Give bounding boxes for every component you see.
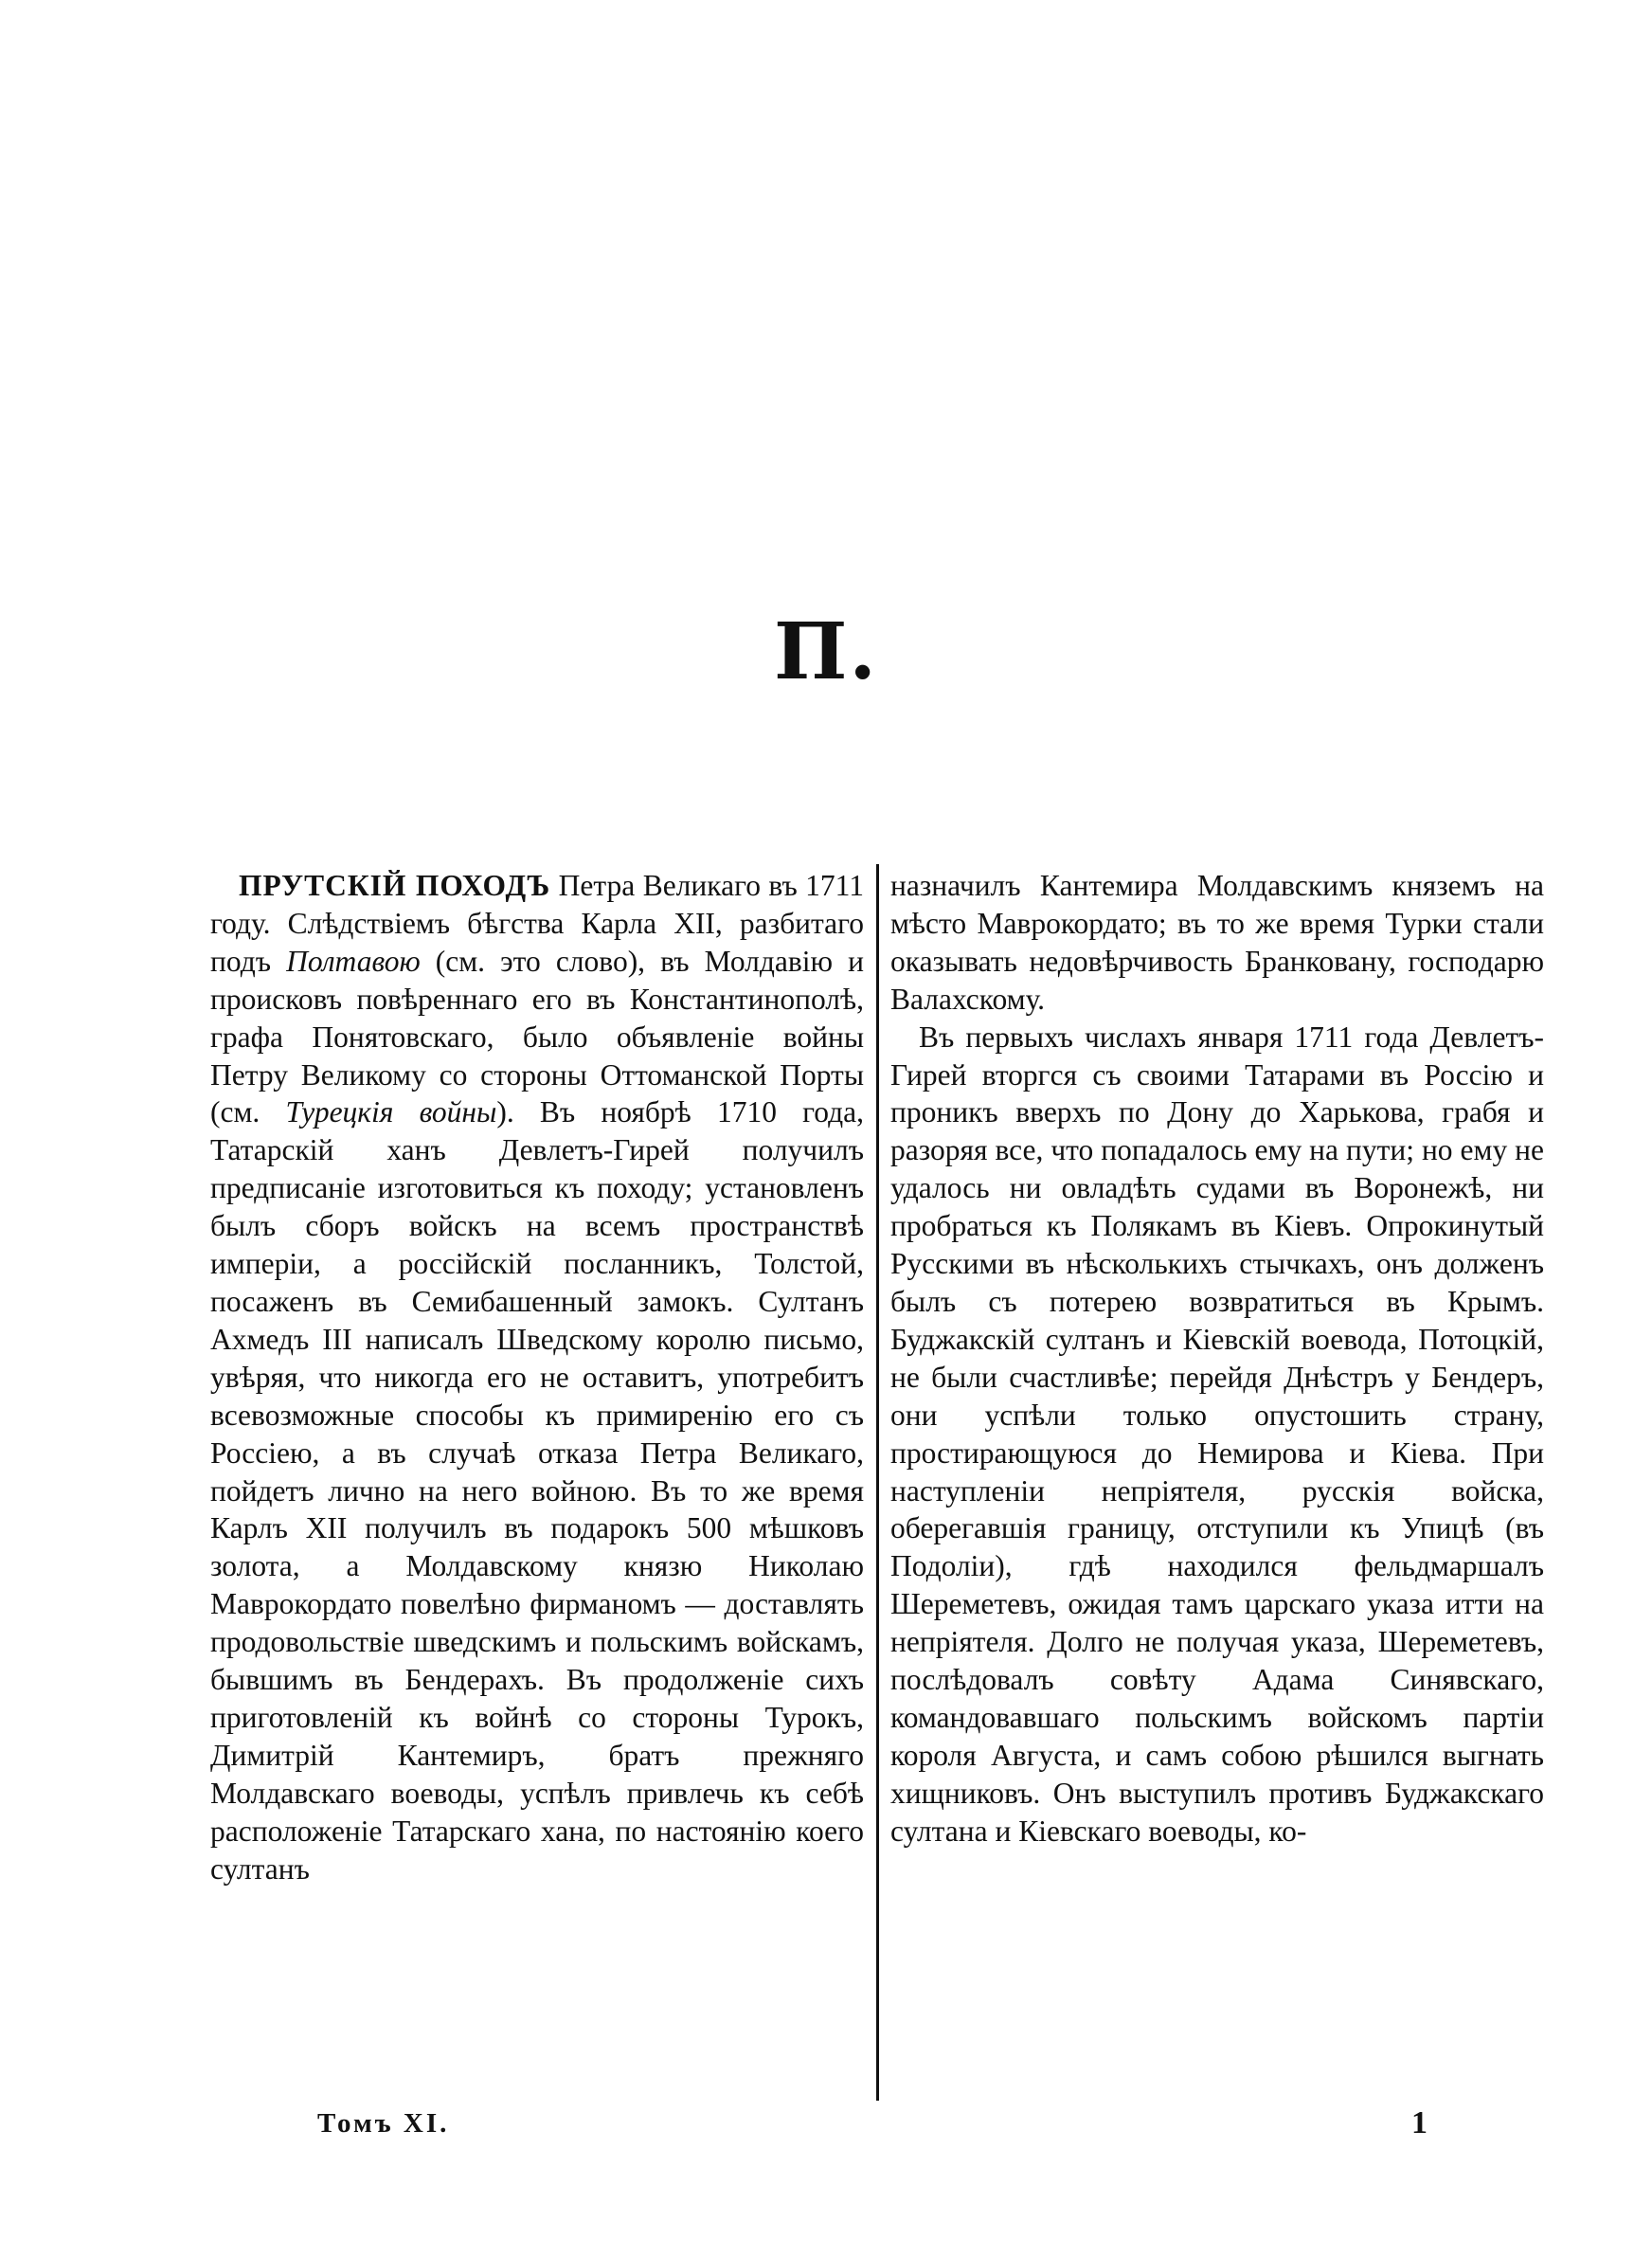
footer-volume: Томъ XI. (317, 2108, 450, 2139)
column-divider (876, 864, 879, 2101)
left-text-c: (см. это слово), въ Молдавію и происковъ повѣреннаго его въ Константинополѣ, графа Понятовскаго, было объявленіе войны Петру Великому со стороны Оттоманской Порты (см. (210, 944, 864, 1129)
entry-heading: ПРУТСКІЙ ПОХОДЪ (239, 869, 551, 902)
left-paragraph (210, 867, 864, 1887)
left-text-a: Петра Великаго въ 1711 году. Слѣдствіемъ бѣгства Карла XII, разбитаго подъ (210, 869, 864, 978)
right-paragraph-2: Въ первыхъ числахъ января 1711 года Девлетъ-Гирей вторгся съ своими Татарами въ Россію и проникъ вверхъ по Дону до Харькова, грабя и разоряя все, что попадалось ему на пути; но ему не удалось ни овладѣть судами въ Воронежѣ, ни пробраться къ Полякамъ въ Кіевъ. Опрокинутый Русскими въ нѣсколькихъ стычкахъ, онъ долженъ былъ съ потерею возвратиться въ Крымъ. Буджакскій султанъ и Кіевскій воевода, Потоцкій, не были счастливѣе; перейдя Днѣстръ у Бендеръ, они успѣли только опустошить страну, простирающуюся до Немирова и Кіева. При наступленіи непріятеля, русскія войска, оберегавшія границу, отступили къ Упицѣ (въ Подоліи), гдѣ находился фельдмаршалъ Шереметевъ, ожидая тамъ царскаго указа итти на непріятеля. Долго не получая указа, Шереметевъ, послѣдовалъ совѣту Адама Синявскаго, командовавшаго польскимъ войскомъ партіи короля Августа, и самъ собою рѣшился выгнать хищниковъ. Онъ выступилъ противъ Буджакскаго султана и Кіевскаго воеводы, ко- (890, 1020, 1544, 1848)
left-column (210, 867, 864, 2099)
left-text-poltava: Полтавою (286, 944, 421, 978)
right-paragraph-1: назначилъ Кантемира Молдавскимъ княземъ на мѣсто Маврокордато; въ то же время Турки стали оказывать недовѣрчивость Бранковану, господарю Валахскому. (890, 869, 1544, 1016)
page-number: 1 (1411, 2105, 1428, 2140)
left-text-e: ). Въ ноябрѣ 1710 года, Татарскій ханъ Девлетъ-Гирей получилъ предписаніе изготовиться къ походу; установленъ былъ сборъ войскъ на всемъ пространствѣ имперіи, а россійскій посланникъ, Толстой, посаженъ въ Семибашенный замокъ. Султанъ Ахмедъ III написалъ Шведскому королю письмо, увѣряя, что никогда его не оставитъ, употребитъ всевозможные способы къ примиренію его съ Россіею, а въ случаѣ отказа Петра Великаго, пойдетъ лично на него войною. Въ то же время Карлъ XII получилъ въ подарокъ 500 мѣшковъ золота, а Молдавскому князю Николаю Маврокордато повелѣно фирманомъ — доставлять продовольствіе шведскимъ и польскимъ войскамъ, бывшимъ въ Бендерахъ. Въ продолженіе сихъ приготовленій къ войнѣ со стороны Турокъ, Димитрій Кантемиръ, братъ прежняго Молдавскаго воеводы, успѣлъ привлечь къ себѣ расположеніе Татарскаго хана, по настоянію коего султанъ (210, 1095, 864, 1886)
left-text-turkish-wars: Турецкія войны (285, 1095, 497, 1129)
right-column (890, 867, 1544, 2099)
page-letter: П. (774, 606, 878, 697)
